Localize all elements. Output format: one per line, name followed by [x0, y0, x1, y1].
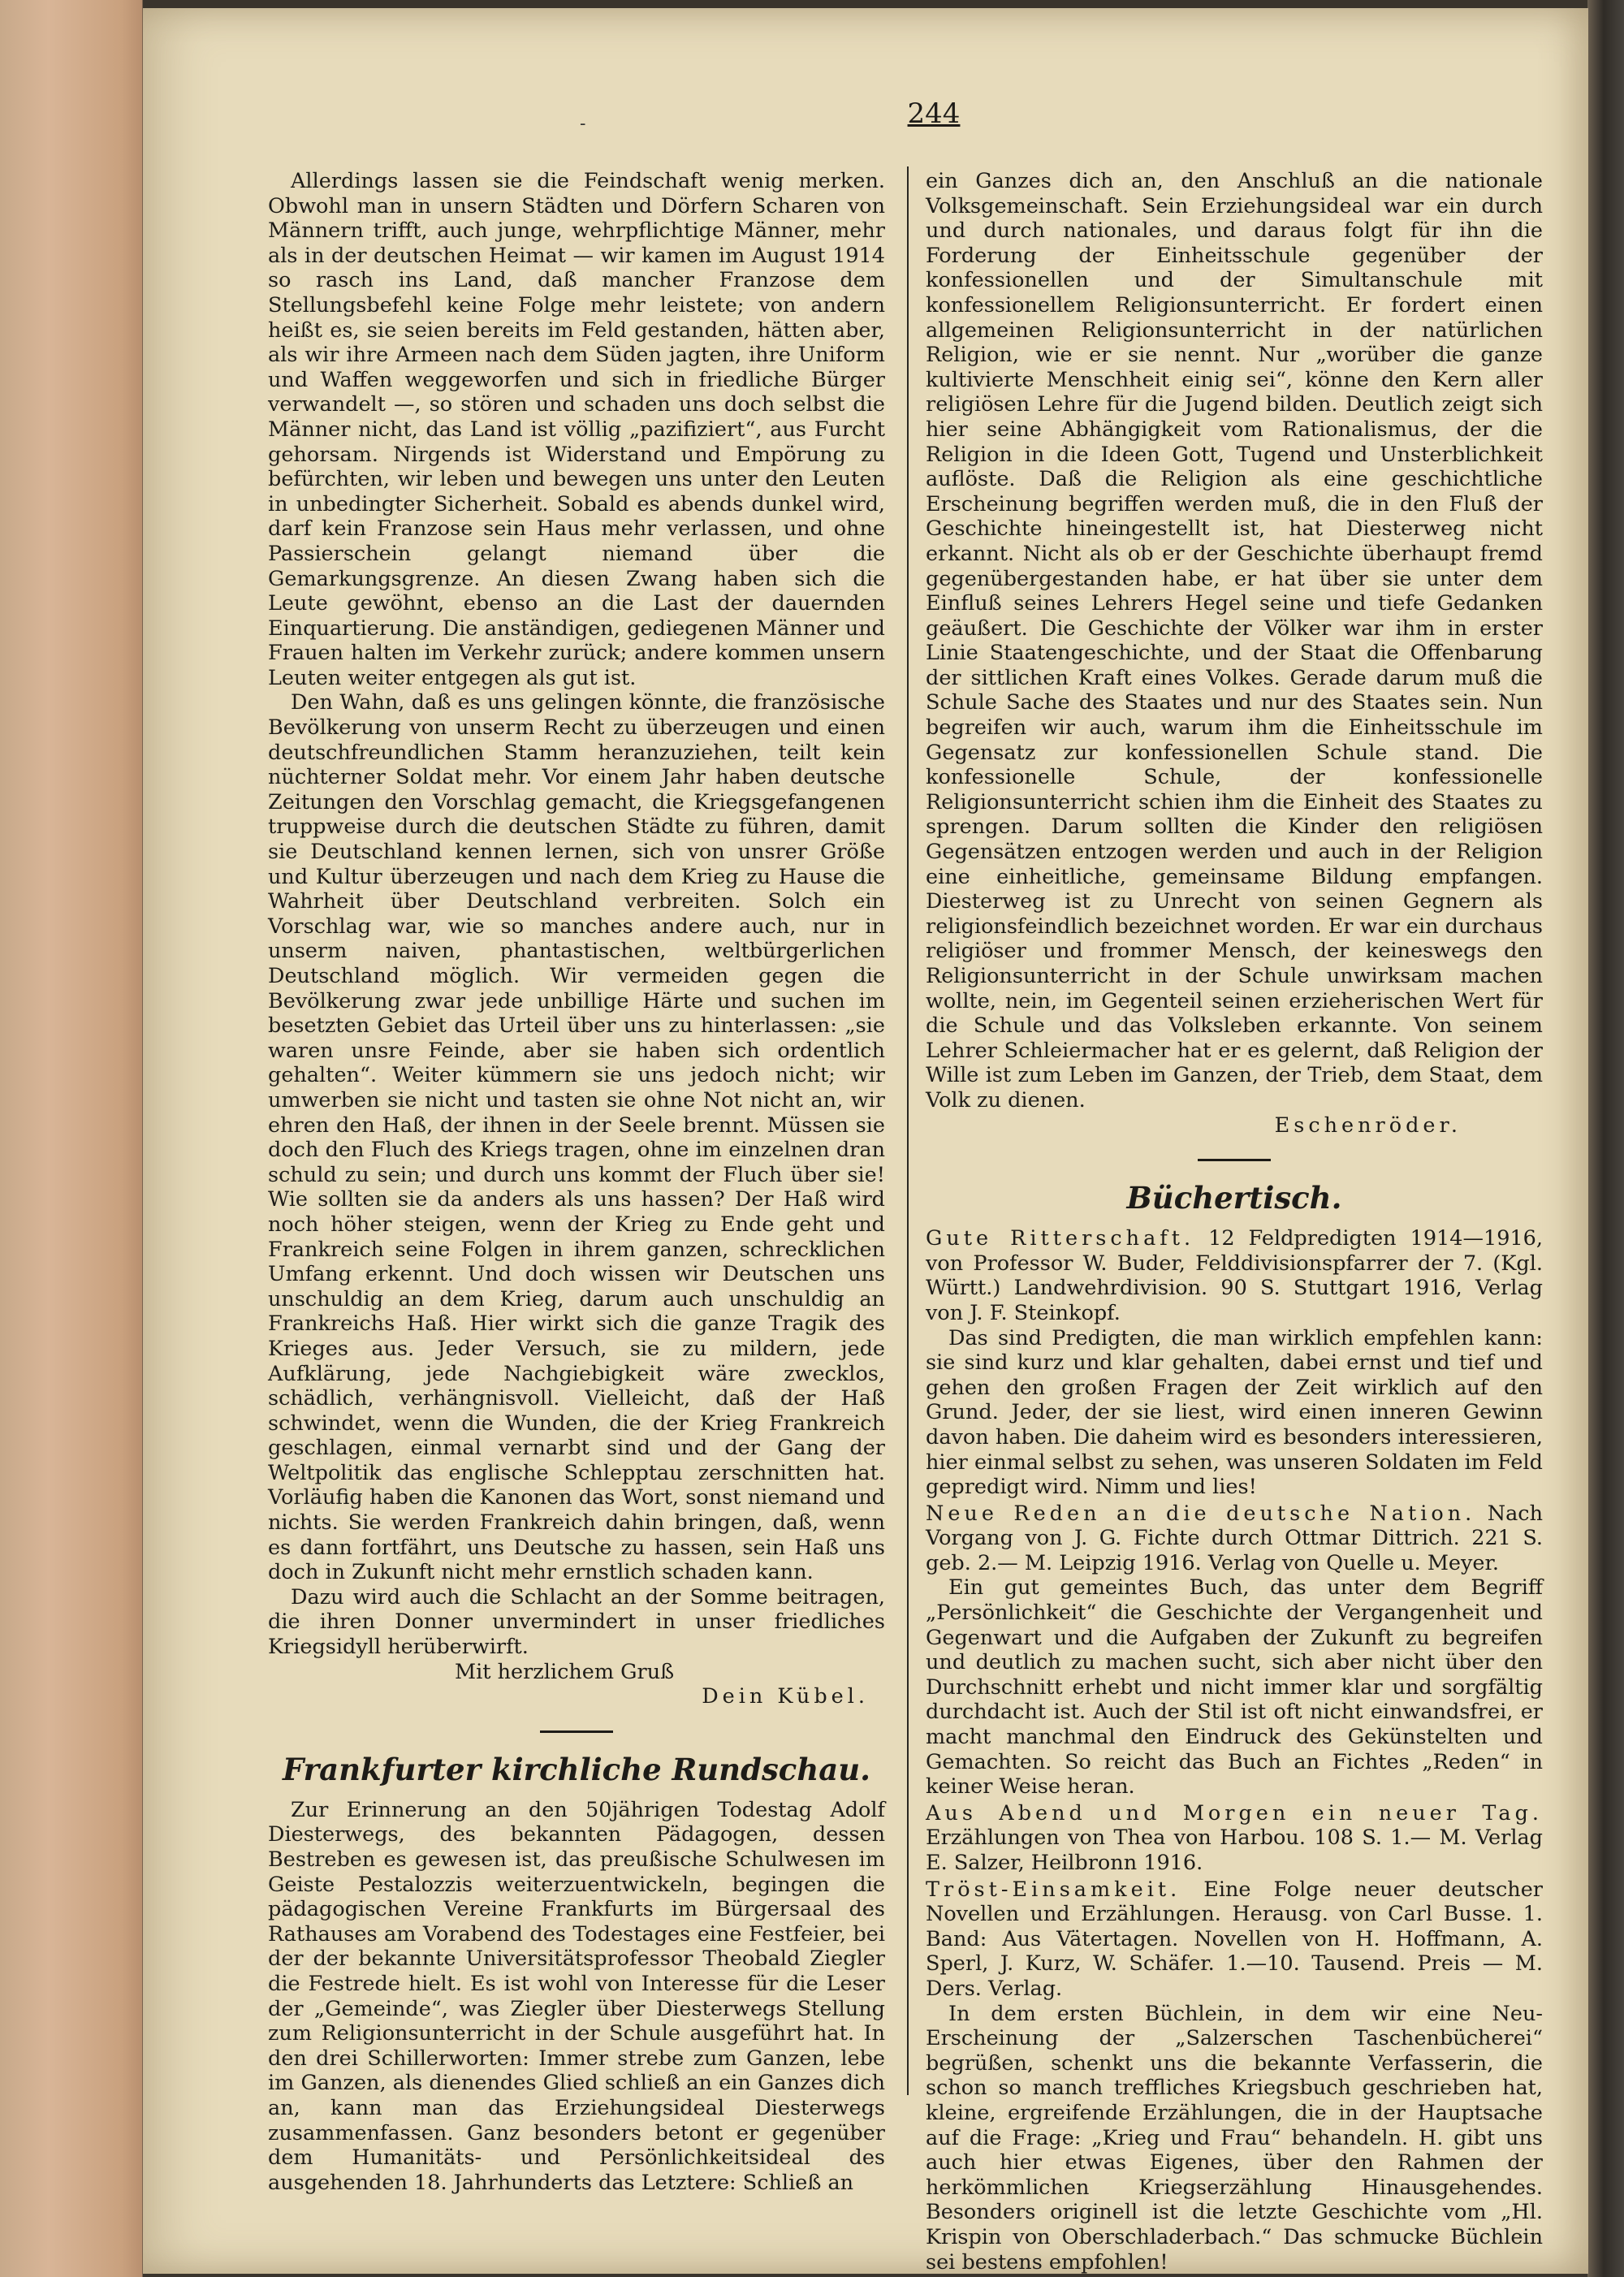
left-column: [268, 169, 885, 2195]
heading-rule: [540, 1730, 613, 1733]
section-heading: [268, 1730, 885, 1788]
article-paragraph: ein Ganzes dich an, den Anschluß an die nationale Volksgemeinschaft. Sein Erziehungsideal war ein durch und durch nationales, und daraus folgt für ihn die Forderung der Einheitsschule gegenüber der konfessionellen und der Simultanschule mit konfessionellem Religionsunterricht. Er fordert einen allgemeinen Religionsunterricht in der natürlichen Religion, wie er sie nennt. Nur „worüber die ganze kultivierte Menschheit einig sei“, könne den Kern aller religiösen Lehre für die Jugend bilden. Deutlich zeigt sich hier seine Abhängigkeit vom Rationalismus, der die Religion in die Ideen Gott, Tugend und Unsterblichkeit auflöste. Daß die Religion als eine geschichtliche Erscheinung begriffen werden muß, die in den Fluß der Geschichte hineingestellt ist, hat Diesterweg nicht erkannt. Nicht als ob er der Geschichte überhaupt fremd gegenübergestanden habe, er hat über sie unter dem Einfluß seines Lehrers Hegel seine und tiefe Gedanken geäußert. Die Geschichte der Völker war ihm in erster Linie Staatengeschichte, und der Staat die Offenbarung der sittlichen Kraft eines Volkes. Gerade darum muß die Schule Sache des Staates und nur des Staates sein. Nun begreifen wir auch, warum ihm die Einheitsschule im Gegensatz zur konfessionellen Schule stand. Die konfessionelle Schule, der konfessionelle Religionsunterricht schien ihm die Einheit des Staates zu sprengen. Darum sollten die Kinder den religiösen Gegensätzen entzogen werden und auch in der Religion eine einheitliche, gemeinsame Bildung empfangen. Diesterweg ist zu Unrecht von seinen Gegnern als religionsfeindlich bezeichnet worden. Er war ein durchaus religiöser und frommer Mensch, der keineswegs den Religionsunterricht in der Schule unwirksam machen wollte, nein, im Gegenteil seinen erzieherischen Wert für die Schule und das Volksleben erkannte. Von seinem Lehrer Schleiermacher hat er es gelernt, daß Religion der Wille ist zum Leben im Ganzen, der Trieb, dem Staat, dem Volk zu dienen.: [926, 169, 1543, 1113]
book-title: Gute Ritterschaft.: [926, 1226, 1195, 1251]
section-heading: [926, 1159, 1543, 1216]
book-details: 12 Feldpredigten 1914—1916, von Professor W. Buder, Felddivisionspfarrer der 7. (Kgl. Württ.) Landwehrdivision. 90 S. Stuttgart 1916, Verlag von J. F. Steinkopf.: [926, 1226, 1544, 1325]
book-citation: [926, 1501, 1543, 1576]
book-citation: [926, 1801, 1543, 1876]
section-heading-text: Büchertisch.: [1126, 1180, 1342, 1216]
letter-paragraph: Den Wahn, daß es uns gelingen könnte, die französische Bevölkerung von unserm Recht zu überzeugen und einen deutschfreundlichen Stamm heranzuziehen, teilt kein nüchterner Soldat mehr. Vor einem Jahr haben deutsche Zeitungen den Vorschlag gemacht, die Kriegsgefangenen truppweise durch die deutschen Städte zu führen, damit sie Deutschland kennen lernen, sich von unsrer Größe und Kultur überzeugen und nach dem Krieg zu Hause die Wahrheit über Deutschland verbreiten. Solch ein Vorschlag war, wie so manches andere auch, nur in unserm naiven, phantastischen, weltbürgerlichen Deutschland möglich. Wir vermeiden gegen die Bevölkerung zwar jede unbillige Härte und suchen im besetzten Gebiet das Urteil über uns zu hinterlassen: „sie waren unsre Feinde, aber sie haben sich ordentlich gehalten“. Weiter kümmern sie uns jedoch nicht; wir umwerben sie nicht und tasten sie ohne Not nicht an, wir ehren den Haß, der ihnen in der Seele brennt. Müssen sie doch den Fluch des Kriegs tragen, ohne im einzelnen dran schuld zu sein; und durch uns kommt der Fluch über sie! Wie sollten sie da anders als uns hassen? Der Haß wird noch höher steigen, wenn der Krieg zu Ende geht und Frankreich seine Folgen in ihrem ganzen, schrecklichen Umfang erkennt. Und doch wissen wir Deutschen uns unschuldig an dem Krieg, darum auch unschuldig an Frankreichs Haß. Hier wirkt sich die ganze Tragik des Krieges aus. Jeder Versuch, sie zu mildern, jede Aufklärung, jede Nachgiebigkeit wäre zwecklos, schädlich, verhängnisvoll. Vielleicht, daß der Haß schwindet, wenn die Wunden, die der Krieg Frankreich geschlagen, einmal vernarbt sind und der Gang der Weltpolitik das englische Schlepptau zerschnitten hat. Vorläufig haben die Kanonen das Wort, sonst niemand und nichts. Sie werden Frankreich dahin bringen, daß, wenn es dann fortfährt, uns Deutsche zu hassen, sein Haß uns doch in Zukunft nicht mehr ernstlich schaden kann.: [268, 690, 885, 1585]
book-details: Erzählungen von Thea von Harbou. 108 S. 1.— M. Verlag E. Salzer, Heilbronn 1916.: [926, 1825, 1543, 1875]
article-paragraph: Zur Erinnerung an den 50jährigen Todestag Adolf Diesterwegs, des bekannten Pädagogen, dessen Bestreben es gewesen ist, das preußische Schulwesen im Geiste Pestalozzis weiterzuentwickeln, begingen die pädagogischen Vereine Frankfurts im Bürgersaal des Rathauses am Vorabend des Todestages eine Festfeier, bei der der bekannte Universitätsprofessor Theobald Ziegler die Festrede hielt. Es ist wohl von Interesse für die Leser der „Gemeinde“, was Ziegler über Diesterwegs Stellung zum Religionsunterricht in der Schule ausgeführt hat. In den drei Schillerworten: Immer strebe zum Ganzen, lebe im Ganzen, als dienendes Glied schließ an ein Ganzes dich an, kann man das Erziehungsideal Diesterwegs zusammenfassen. Ganz besonders betont er gegenüber dem Humanitäts- und Persönlichkeitsideal des ausgehenden 18. Jahrhunderts das Letztere: Schließ an: [268, 1797, 885, 2195]
letter-paragraph: Dazu wird auch die Schlacht an der Somme beitragen, die ihren Donner unvermindert in unser friedliches Kriegsidyll herüberwirft.: [268, 1584, 885, 1660]
book-citation: [926, 1877, 1543, 2002]
book-citation: [926, 1226, 1543, 1325]
letter-paragraph: Allerdings lassen sie die Feindschaft wenig merken. Obwohl man in unsern Städten und Dörfern Scharen von Männern trifft, auch junge, wehrpflichtige Männer, mehr als in der deutschen Heimat — wir kamen im August 1914 so rasch ins Land, daß mancher Franzose dem Stellungsbefehl keine Folge mehr leistete; von andern heißt es, sie seien bereits im Feld gestanden, hätten aber, als wir ihre Armeen nach dem Süden jagten, ihre Uniform und Waffen weggeworfen und sich in friedliche Bürger verwandelt —, so stören und schaden uns doch selbst die Männer nicht, das Land ist völlig „pazifiziert“, aus Furcht gehorsam. Nirgends ist Widerstand und Empörung zu befürchten, wir leben und bewegen uns unter den Leuten in unbedingter Sicherheit. Sobald es abends dunkel wird, darf kein Franzose sein Haus mehr verlassen, und ohne Passierschein gelangt niemand über die Gemarkungsgrenze. An diesen Zwang haben sich die Leute gewöhnt, ebenso an die Last der dauernden Einquartierung. Die anständigen, gediegenen Männer und Frauen halten im Verkehr zurück; andere kommen unsern Leuten weiter entgegen als gut ist.: [268, 169, 885, 690]
book-title: Aus Abend und Morgen ein neuer Tag.: [926, 1800, 1543, 1825]
book-review: In dem ersten Büchlein, in dem wir eine Neu-Erscheinung der „Salzerschen Taschenbücherei“ begrüßen, schenkt uns die bekannte Verfasserin, die schon so manch treffliches Kriegsbuch geschrieben hat, kleine, ergreifende Erzählungen, die in der Hauptsache auf die Frage: „Krieg und Frau“ behandeln. H. gibt uns auch hier etwas Eigenes, über den Rahmen der herkömmlichen Kriegserzählung Hinausgehendes. Besonders originell ist die letzte Geschichte vom „Hl. Krispin von Oberschladerbach.“ Das schmucke Büchlein sei bestens empfohlen!: [926, 2001, 1543, 2275]
book-title: Neue Reden an die deutsche Nation.: [926, 1501, 1476, 1526]
column-divider: [907, 166, 909, 2095]
book-review: Das sind Predigten, die man wirklich empfehlen kann: sie sind kurz und klar gehalten, dabei ernst und tief und gehen den großen Fragen der Zeit wirklich auf den Grund. Jeder, der sie liest, wird einen inneren Gewinn davon haben. Die daheim wird es besonders interessieren, hier einmal selbst zu sehen, was unseren Soldaten im Feld gepredigt wird. Nimm und lies!: [926, 1325, 1543, 1500]
book-review: Ein gut gemeintes Buch, das unter dem Begriff „Persönlichkeit“ die Geschichte der Vergangenheit und Gegenwart und die Aufgaben der Zukunft zu begreifen und deutlich zu machen sucht, sich aber nicht über den Durchschnitt erhebt und nicht immer klar und sorgfältig durchdacht ist. Auch der Stil ist oft nicht einwandsfrei, er macht manchmal den Eindruck des Gekünstelten und Gemachten. So reicht das Buch an Fichtes „Reden“ in keiner Weise heran.: [926, 1575, 1543, 1800]
book-entry: [926, 1801, 1543, 1876]
letter-signature: Dein Kübel.: [702, 1684, 869, 1709]
article-signature: Eschenröder.: [1274, 1113, 1462, 1138]
letter-closing: Mit herzlichem Gruß: [455, 1659, 675, 1684]
book-spine: [1587, 0, 1624, 2277]
right-column: [926, 169, 1543, 2275]
book-entry: [926, 1226, 1543, 1500]
section-heading-text: Frankfurter kirchliche Rundschau.: [283, 1751, 870, 1787]
page-mark: -: [580, 114, 586, 134]
book-details: Nach Vorgang von J. G. Fichte durch Ottmar Dittrich. 221 S. geb. 2.— M. Leipzig 1916. Verlag von Quelle u. Meyer.: [926, 1501, 1543, 1575]
book-details: Eine Folge neuer deutscher Novellen und Erzählungen. Herausg. von Carl Busse. 1. Band: Aus Vätertagen. Novellen von H. Hoffmann, A. Sperl, J. Kurz, W. Schäfer. 1.—10. Tausend. Preis — M. Ders. Verlag.: [926, 1877, 1543, 2001]
heading-rule: [1198, 1159, 1271, 1161]
page-number: 244: [907, 97, 961, 130]
book-title: Tröst-Einsamkeit.: [926, 1877, 1181, 1902]
book-entry: [926, 1877, 1543, 2275]
book-entry: [926, 1501, 1543, 1800]
